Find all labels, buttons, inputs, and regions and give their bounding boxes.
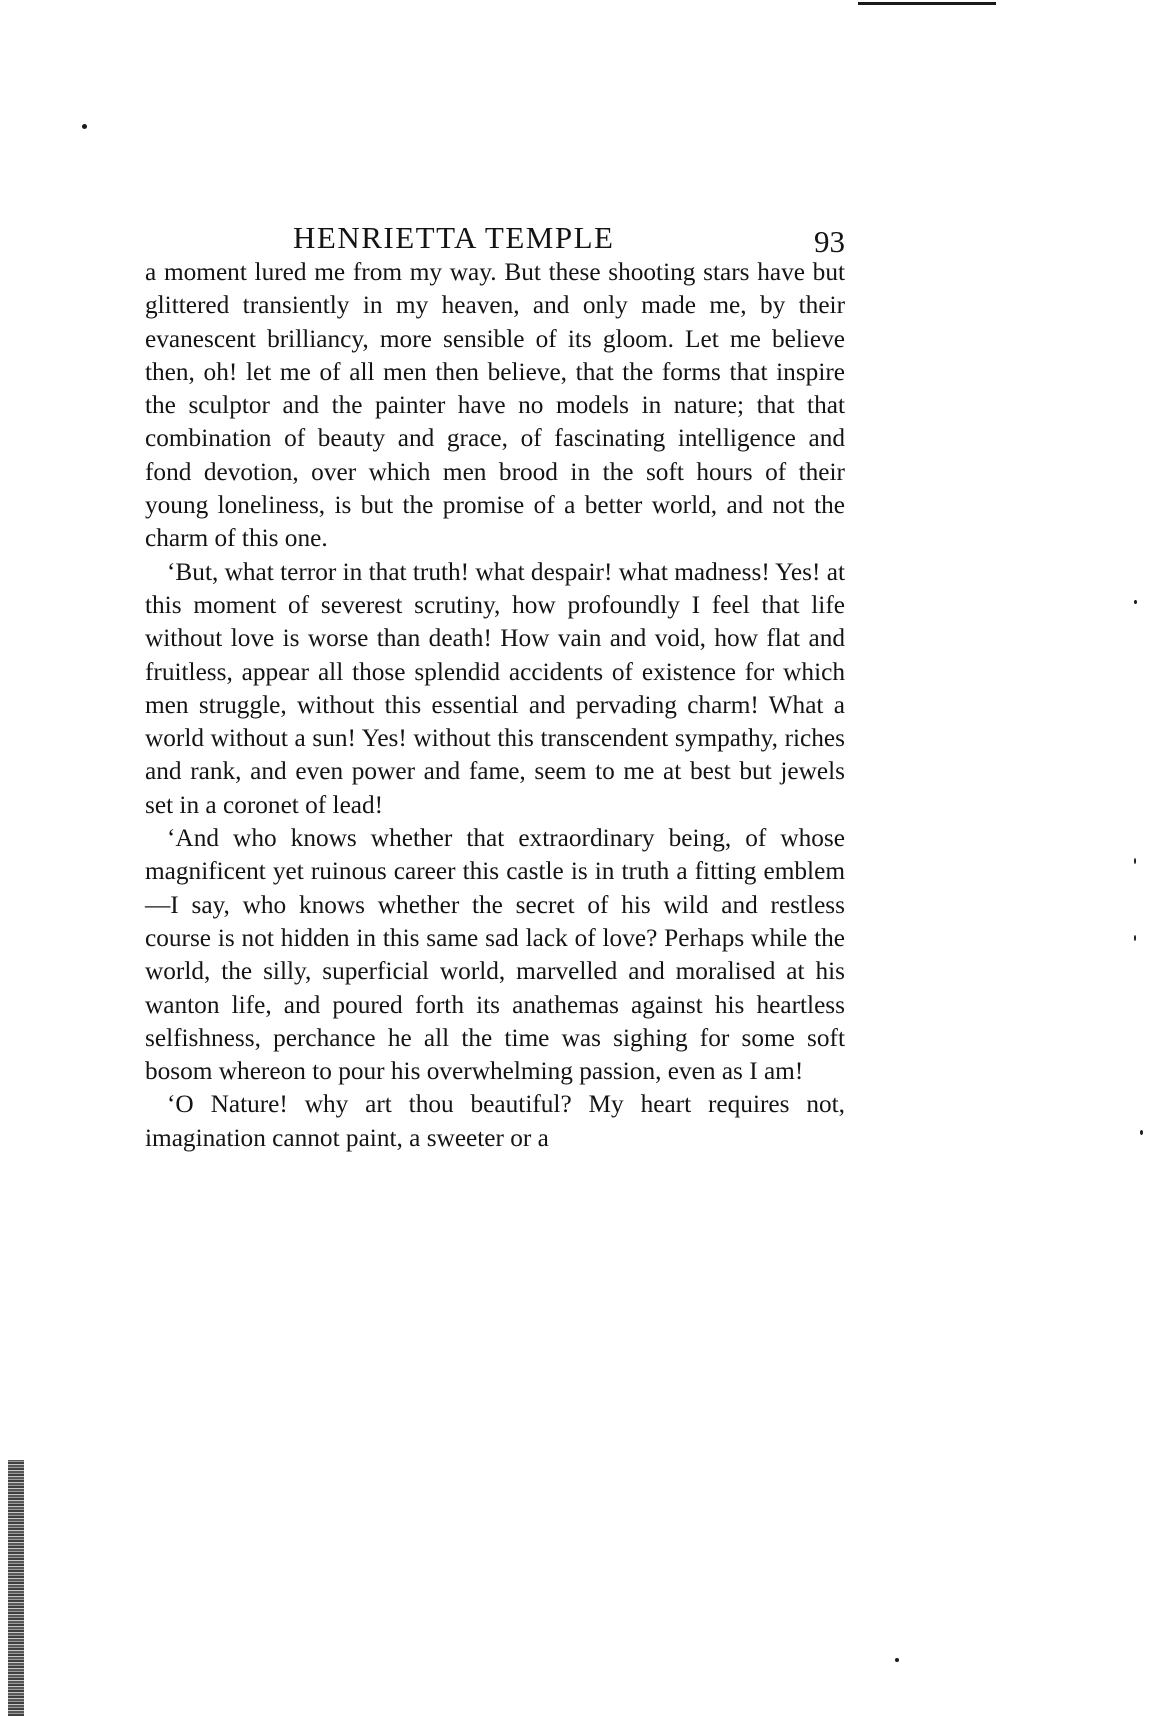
paragraph: a moment lured me from my way. But these shooting stars have but glittered transiently in my heaven, and only made me, by their evanescent brilliancy, more sensible of its gloom. Let me believe then, oh! let me of all men then believe, that the forms that inspire the sculptor and the painter have no models in nature; that that combination of beauty and grace, of fascinating intelligence and fond devotion, over which men brood in the soft hours of their young loneliness, is but the promise of a better world, and not the charm of this one. [145,258,845,553]
running-title: HENRIETTA TEMPLE [293,220,615,255]
ink-speck [1140,1130,1143,1135]
paragraph: ‘O Nature! why art thou beautiful? My heart requires not, imagination cannot paint, a sweeter or a [145,1090,845,1152]
ink-speck [1134,600,1137,604]
running-header [145,218,845,258]
ink-speck [82,124,87,129]
ink-speck [1134,858,1136,864]
page-number: 93 [814,224,845,259]
paragraph: ‘But, what terror in that truth! what despair! what madness! Yes! at this moment of severest scrutiny, how profoundly I feel that life without love is worse than death! How vain and void, how flat and fruitless, appear all those splendid accidents of existence for which men struggle, without this essential and pervading charm! What a world without a sun! Yes! without this transcendent sympathy, riches and rank, and even power and fame, seem to me at best but jewels set in a coronet of lead! [145,557,845,819]
ink-speck [895,1658,899,1662]
binding-edge [8,1460,24,1716]
top-edge-rule [858,2,996,5]
ink-speck [1134,935,1136,941]
paragraph: ‘And who knows whether that extraordinary being, of whose magnificent yet ruinous career this castle is in truth a fitting emblem—I say, who knows whether the secret of his wild and restless course is not hidden in this same sad lack of love? Perhaps while the world, the silly, superficial world, marvelled and moralised at his wanton life, and poured forth its anathemas against his heartless selfishness, perchance he all the time was sighing for some soft bosom whereon to pour his overwhelming passion, even as I am! [145,824,845,1086]
body-text [145,256,845,1155]
